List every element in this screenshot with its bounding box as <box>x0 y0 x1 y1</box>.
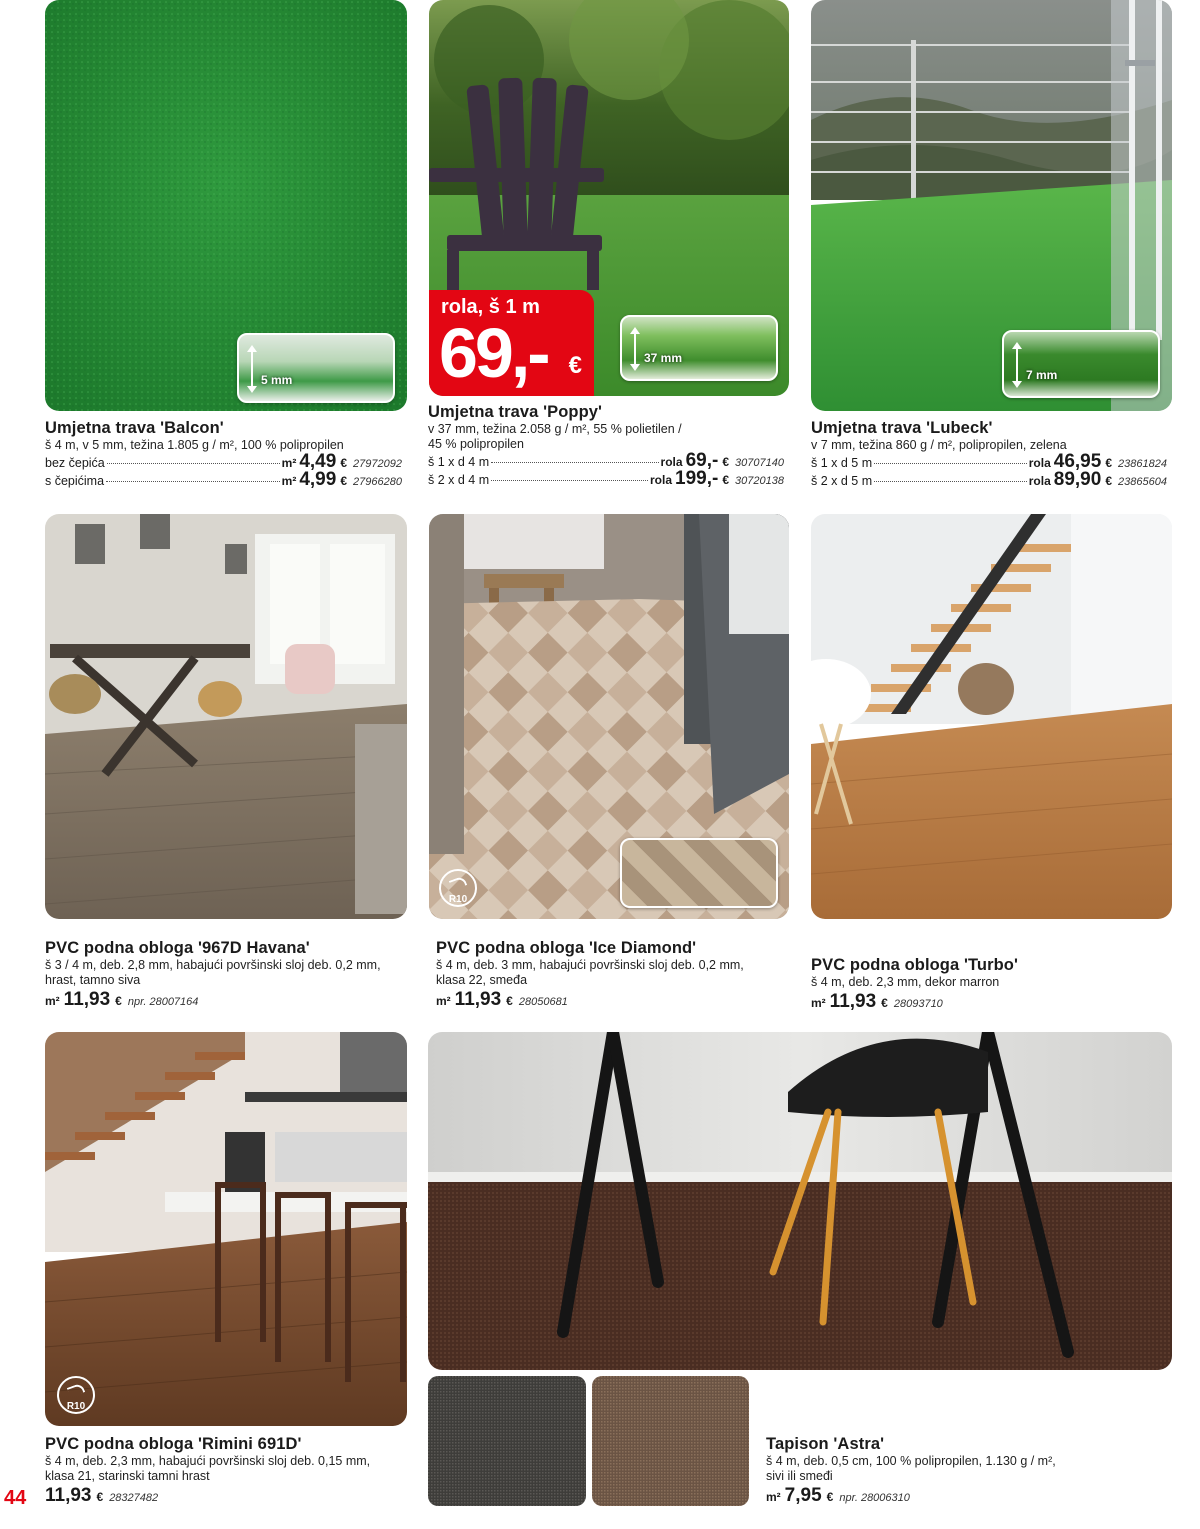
product-desc-line2: klasa 22, smeđa <box>436 973 528 987</box>
rimini-image <box>45 1032 407 1426</box>
price-row <box>811 453 1172 473</box>
price-unit: m² <box>281 456 297 470</box>
brown-carpet-texture <box>592 1376 749 1506</box>
price-unit: rola <box>649 473 672 487</box>
currency: € <box>722 473 729 487</box>
product-desc-line1: š 3 / 4 m, deb. 2,8 mm, habajući površinski sloj deb. 0,2 mm, <box>45 958 381 972</box>
price-value: 89,90 <box>1053 469 1102 490</box>
article-code: 28093710 <box>893 998 943 1010</box>
article-code: 23861824 <box>1118 458 1167 470</box>
article-code: npr. 28007164 <box>127 996 199 1008</box>
price-value: 7,95 <box>784 1485 822 1506</box>
price-row <box>45 453 407 473</box>
balcon-info <box>45 418 407 491</box>
price-line <box>811 991 1172 1013</box>
variant-label: š 2 x d 4 m <box>428 473 490 487</box>
product-desc-line2: 45 % polipropilen <box>428 437 524 451</box>
poppy-info <box>428 402 789 490</box>
article-code: 28327482 <box>109 1492 159 1504</box>
product-title: PVC podna obloga 'Rimini 691D' <box>45 1435 302 1453</box>
variant-label: š 1 x d 4 m <box>428 455 490 469</box>
inset-height-label: 37 mm <box>644 351 683 365</box>
currency: € <box>826 1490 834 1504</box>
product-desc-line2: hrast, tamno siva <box>45 973 141 987</box>
product-title: Umjetna trava 'Lubeck' <box>811 419 993 437</box>
currency: € <box>1105 474 1112 488</box>
astra-grey-swatch[interactable] <box>428 1376 586 1506</box>
price-line <box>45 989 415 1011</box>
astra-image <box>428 1032 1172 1370</box>
price-value: 4,99 <box>299 469 337 490</box>
havana-image <box>45 514 407 919</box>
lubeck-info <box>811 418 1172 491</box>
price-line <box>45 1485 415 1507</box>
ice-diamond-info <box>436 938 796 1011</box>
price-row <box>428 470 789 490</box>
lubeck-height-inset <box>1002 330 1160 398</box>
price-value: 11,93 <box>829 991 877 1012</box>
currency: € <box>881 996 888 1010</box>
price-unit: rola <box>1028 456 1051 470</box>
badge-price: 69,- <box>439 314 548 392</box>
staircase-room-photo <box>811 514 1172 919</box>
poppy-price-badge <box>429 290 594 396</box>
dining-room-photo <box>45 514 407 919</box>
product-title: PVC podna obloga 'Ice Diamond' <box>436 939 697 957</box>
product-desc-line1: š 4 m, deb. 3 mm, habajući površinski sloj deb. 0,2 mm, <box>436 958 744 972</box>
currency: € <box>1105 456 1112 470</box>
page-number: 44 <box>4 1487 27 1509</box>
r10-slip-icon: R10 <box>439 869 477 907</box>
product-desc: v 7 mm, težina 860 g / m², polipropilen, zelena <box>811 438 1067 452</box>
product-desc: š 4 m, v 5 mm, težina 1.805 g / m², 100 % polipropilen <box>45 438 344 452</box>
price-unit: m² <box>436 994 451 1008</box>
price-value: 11,93 <box>454 989 502 1010</box>
product-desc: š 4 m, deb. 2,3 mm, dekor marron <box>811 975 1000 989</box>
product-title: PVC podna obloga '967D Havana' <box>45 939 310 957</box>
currency: € <box>340 456 347 470</box>
price-line <box>766 1485 1186 1507</box>
price-value: 69,- <box>685 450 719 471</box>
product-title: Tapison 'Astra' <box>766 1435 885 1453</box>
price-unit: m² <box>766 1490 781 1504</box>
lubeck-image <box>811 0 1172 411</box>
poppy-height-inset <box>620 315 778 381</box>
product-title: Umjetna trava 'Poppy' <box>428 403 603 421</box>
article-code: 27966280 <box>353 476 402 488</box>
product-desc-line2: klasa 21, starinski tamni hrast <box>45 1469 210 1483</box>
product-title: PVC podna obloga 'Turbo' <box>811 956 1019 974</box>
price-value: 199,- <box>675 468 719 489</box>
price-unit: rola <box>660 455 683 469</box>
price-row <box>428 452 789 472</box>
article-code: 27972092 <box>353 458 402 470</box>
price-row <box>811 471 1172 491</box>
grey-carpet-texture <box>428 1376 586 1506</box>
article-code: 30707140 <box>735 457 784 469</box>
kitchen-photo <box>45 1032 407 1426</box>
article-code: 23865604 <box>1118 476 1167 488</box>
inset-height-label: 5 mm <box>261 373 293 387</box>
product-desc-line2: sivi ili smeđi <box>766 1469 833 1483</box>
height-arrow-icon <box>247 345 257 393</box>
turbo-image <box>811 514 1172 919</box>
ice-diamond-pattern-inset <box>620 838 778 908</box>
height-arrow-icon <box>1012 342 1022 388</box>
product-desc-line1: š 4 m, deb. 2,3 mm, habajući površinski sloj deb. 0,15 mm, <box>45 1454 371 1468</box>
variant-label: š 2 x d 5 m <box>811 474 873 488</box>
variant-label: š 1 x d 5 m <box>811 456 873 470</box>
price-unit: m² <box>811 996 826 1010</box>
r10-slip-icon: R10 <box>57 1376 95 1414</box>
currency: € <box>506 994 513 1008</box>
price-line <box>436 989 796 1011</box>
price-value: 11,93 <box>63 989 111 1010</box>
product-desc-line1: š 4 m, deb. 0,5 cm, 100 % polipropilen, 1.130 g / m², <box>766 1454 1056 1468</box>
astra-brown-swatch[interactable] <box>592 1376 749 1506</box>
price-row <box>45 471 407 491</box>
height-arrow-icon <box>630 327 640 371</box>
variant-label: s čepićima <box>45 474 105 488</box>
currency: € <box>722 455 729 469</box>
price-value: 46,95 <box>1053 451 1102 472</box>
product-title: Umjetna trava 'Balcon' <box>45 419 224 437</box>
turbo-info <box>811 955 1172 1013</box>
price-unit: rola <box>1028 474 1051 488</box>
inset-height-label: 7 mm <box>1026 368 1058 382</box>
price-value: 11,93 <box>45 1485 92 1506</box>
badge-currency: € <box>568 352 582 379</box>
balcon-height-inset <box>237 333 395 403</box>
currency: € <box>115 994 122 1008</box>
balcon-image <box>45 0 407 411</box>
article-code: 30720138 <box>735 475 784 487</box>
price-value: 4,49 <box>299 451 337 472</box>
carpet-room-photo <box>428 1032 1172 1370</box>
price-unit: m² <box>281 474 297 488</box>
currency: € <box>340 474 347 488</box>
badge-unit-label: rola, š 1 m <box>441 296 540 318</box>
astra-info <box>766 1434 1186 1507</box>
currency: € <box>96 1490 104 1504</box>
havana-info <box>45 938 415 1011</box>
rimini-info <box>45 1434 415 1507</box>
price-unit: m² <box>45 994 60 1008</box>
ice-diamond-image <box>429 514 789 919</box>
product-desc-line1: v 37 mm, težina 2.058 g / m², 55 % polietilen / <box>428 422 682 436</box>
article-code: 28050681 <box>518 996 568 1008</box>
variant-label: bez čepića <box>45 456 105 470</box>
article-code: npr. 28006310 <box>839 1492 910 1504</box>
